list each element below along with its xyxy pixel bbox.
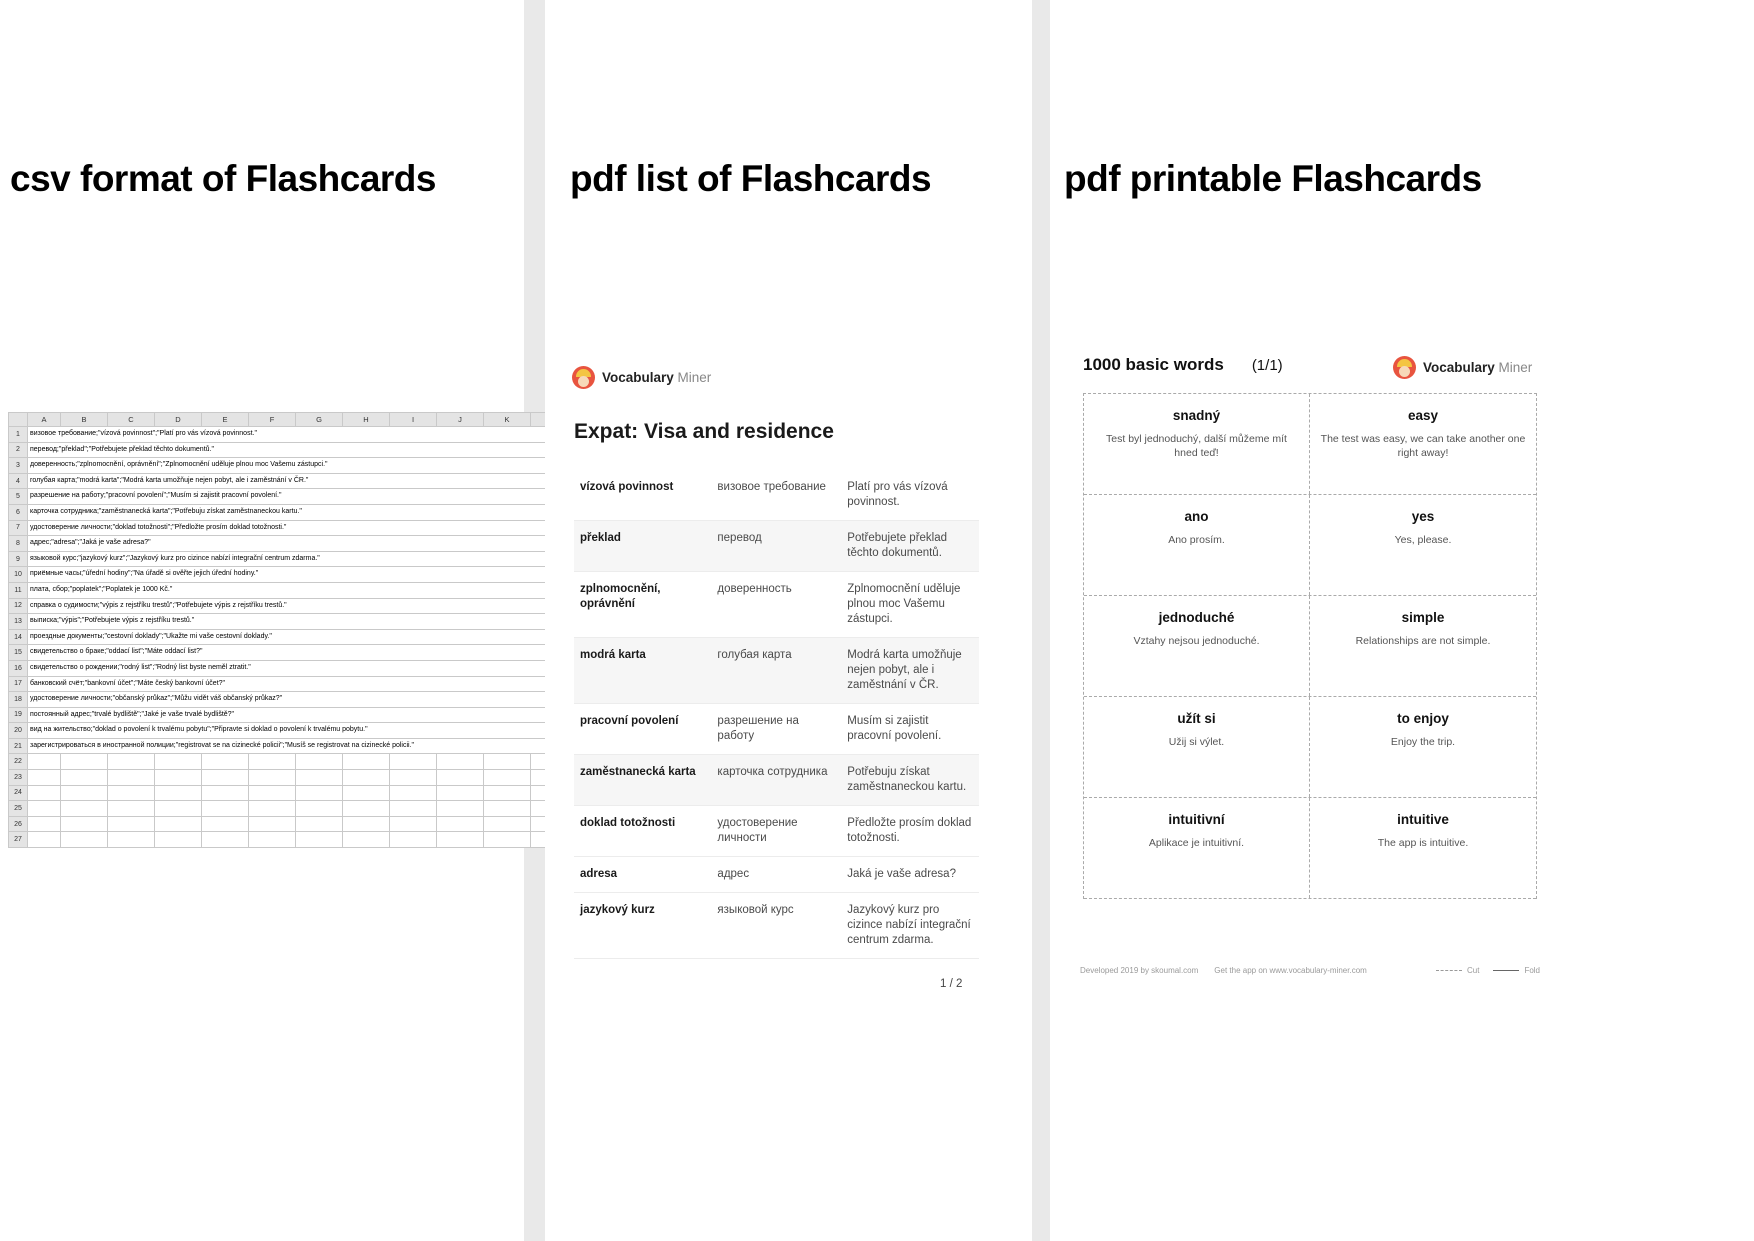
term-ru: адрес [711, 857, 841, 893]
term-example: Musím si zajistit pracovní povolení. [841, 704, 979, 755]
row-header[interactable]: 23 [9, 770, 28, 786]
term-ru: удостоверение личности [711, 806, 841, 857]
panel-csv-title: csv format of Flashcards [10, 158, 436, 199]
row-cell[interactable] [390, 816, 437, 832]
row-cell[interactable] [28, 614, 578, 630]
row-cell[interactable] [249, 832, 296, 848]
flashcard-row [1084, 697, 1536, 798]
table-row[interactable] [9, 504, 578, 520]
table-row [574, 572, 979, 638]
row-cell[interactable] [28, 645, 578, 661]
row-header[interactable]: 19 [9, 707, 28, 723]
row-cell-text: свидетельство о браке;"oddací list";"Máte oddací list?" [30, 648, 203, 656]
row-cell-text: голубая карта;"modrá karta";"Modrá karta umožňuje nejen pobyt, ale i zaměstnání v ČR." [30, 476, 309, 484]
panel-printable-title: pdf printable Flashcards [1064, 158, 1482, 199]
table-row[interactable] [9, 754, 578, 770]
flashcard-term-example: Aplikace je intuitivní. [1148, 837, 1245, 849]
row-cell[interactable] [437, 832, 484, 848]
set-title: 1000 basic words [1083, 355, 1224, 374]
spreadsheet[interactable] [8, 412, 524, 848]
term-cs: jazykový kurz [574, 893, 711, 959]
vocabulary-miner-brand [572, 366, 711, 389]
row-cell[interactable] [61, 832, 108, 848]
row-cell-text: справка о судимости;"výpis z rejstříku trestů";"Potřebujete výpis z rejstříku trestů." [30, 601, 287, 609]
row-cell[interactable] [61, 770, 108, 786]
row-cell[interactable] [28, 567, 578, 583]
table-row[interactable] [9, 660, 578, 676]
flashcard-translation: intuitive [1397, 812, 1449, 827]
term-cs: překlad [574, 521, 711, 572]
row-cell[interactable] [296, 770, 343, 786]
row-cell[interactable] [28, 442, 578, 458]
term-example: Modrá karta umožňuje nejen pobyt, ale i zaměstnání v ČR. [841, 638, 979, 704]
column-header-row [9, 413, 578, 427]
row-cell[interactable] [28, 427, 578, 443]
row-cell[interactable] [28, 801, 61, 817]
row-cell[interactable] [343, 801, 390, 817]
corner-cell[interactable] [9, 413, 28, 427]
row-header[interactable]: 9 [9, 551, 28, 567]
row-cell[interactable] [296, 754, 343, 770]
row-header[interactable]: 1 [9, 427, 28, 443]
row-header[interactable]: 15 [9, 645, 28, 661]
row-cell[interactable] [202, 770, 249, 786]
row-cell-text: вид на жительство;"doklad o povolení k trvalému pobytu";"Připravte si doklad o povolení k trvalému pobytu." [30, 726, 368, 734]
term-cs: modrá karta [574, 638, 711, 704]
row-cell[interactable] [28, 551, 578, 567]
term-cs: vízová povinnost [574, 470, 711, 521]
row-cell[interactable] [28, 629, 578, 645]
table-row[interactable] [9, 816, 578, 832]
term-cs: pracovní povolení [574, 704, 711, 755]
table-row[interactable] [9, 614, 578, 630]
flashcard-back [1310, 596, 1536, 696]
row-header[interactable]: 11 [9, 582, 28, 598]
row-cell[interactable] [61, 785, 108, 801]
flashcard-front [1084, 798, 1310, 898]
table-row[interactable] [9, 832, 578, 848]
row-header[interactable]: 8 [9, 536, 28, 552]
row-cell[interactable] [108, 801, 155, 817]
row-cell[interactable] [202, 816, 249, 832]
row-cell[interactable] [28, 520, 578, 536]
row-cell[interactable] [28, 832, 61, 848]
row-header[interactable]: 12 [9, 598, 28, 614]
row-cell[interactable] [28, 692, 578, 708]
table-row[interactable] [9, 707, 578, 723]
row-header[interactable]: 25 [9, 801, 28, 817]
term-cs: zaměstnanecká karta [574, 755, 711, 806]
table-row [574, 704, 979, 755]
flashcard-front [1084, 697, 1310, 797]
row-cell[interactable] [484, 801, 531, 817]
vocabulary-table [574, 470, 979, 959]
legend-fold [1493, 966, 1540, 975]
row-cell[interactable] [437, 801, 484, 817]
table-row[interactable] [9, 551, 578, 567]
row-cell[interactable] [249, 801, 296, 817]
table-row[interactable] [9, 629, 578, 645]
flashcard-front [1084, 596, 1310, 696]
row-cell[interactable] [28, 816, 61, 832]
table-row[interactable] [9, 785, 578, 801]
flashcard-translation-example: The app is intuitive. [1377, 837, 1469, 849]
term-example: Jazykový kurz pro cizince nabízí integrační centrum zdarma. [841, 893, 979, 959]
flashcard-term-example: Test byl jednoduchý, další můžeme mít hned teď! [1106, 433, 1287, 459]
row-header[interactable]: 2 [9, 442, 28, 458]
row-cell[interactable] [343, 770, 390, 786]
table-row[interactable] [9, 520, 578, 536]
row-cell[interactable] [28, 660, 578, 676]
col-header-f[interactable]: F [249, 413, 296, 427]
row-header[interactable]: 4 [9, 473, 28, 489]
flashcard-back [1310, 495, 1536, 595]
row-cell[interactable] [249, 754, 296, 770]
table-row [574, 470, 979, 521]
table-row [574, 521, 979, 572]
flashcard-back [1310, 798, 1536, 898]
term-ru: перевод [711, 521, 841, 572]
row-header[interactable]: 22 [9, 754, 28, 770]
row-header[interactable]: 6 [9, 504, 28, 520]
row-header[interactable]: 21 [9, 738, 28, 754]
flashcard-row [1084, 495, 1536, 596]
col-header-h[interactable]: H [343, 413, 390, 427]
term-example: Jaká je vaše adresa? [841, 857, 979, 893]
term-ru: карточка сотрудника [711, 755, 841, 806]
flashcard-translation-example: Relationships are not simple. [1355, 635, 1491, 647]
row-cell[interactable] [343, 754, 390, 770]
col-header-c[interactable]: C [108, 413, 155, 427]
term-cs: adresa [574, 857, 711, 893]
col-header-b[interactable]: B [61, 413, 108, 427]
row-cell[interactable] [202, 832, 249, 848]
flashcard-row [1084, 596, 1536, 697]
legend-fold-label: Fold [1524, 966, 1540, 975]
table-row [574, 857, 979, 893]
row-cell[interactable] [202, 754, 249, 770]
term-ru: языковой курс [711, 893, 841, 959]
flashcard-translation-example: Yes, please. [1394, 534, 1452, 546]
row-cell[interactable] [484, 770, 531, 786]
brand-suffix: Miner [1498, 360, 1533, 375]
flashcard-term: užít si [1177, 711, 1216, 726]
row-cell[interactable] [296, 816, 343, 832]
flashcard-row [1084, 798, 1536, 899]
col-header-k[interactable]: K [484, 413, 531, 427]
term-example: Předložte prosím doklad totožnosti. [841, 806, 979, 857]
table-row [574, 638, 979, 704]
row-cell[interactable] [28, 458, 578, 474]
brand-name: Vocabulary [1423, 360, 1495, 375]
vocabulary-miner-logo-icon [572, 366, 595, 389]
row-header[interactable]: 17 [9, 676, 28, 692]
table-row[interactable] [9, 489, 578, 505]
flashcards-sheet [1083, 393, 1537, 899]
spreadsheet-grid[interactable] [8, 412, 578, 848]
row-cell-text: визовое требование;"vízová povinnost";"Platí pro vás vízová povinnost." [30, 430, 257, 437]
panel-pdf-list-title: pdf list of Flashcards [570, 158, 932, 199]
row-cell[interactable] [108, 832, 155, 848]
row-cell[interactable] [249, 785, 296, 801]
brand-suffix: Miner [677, 370, 712, 385]
row-cell[interactable] [28, 582, 578, 598]
table-row [574, 806, 979, 857]
row-cell-text: банковский счёт;"bankovní účet";"Máte český bankovní účet?" [30, 679, 226, 687]
row-cell[interactable] [155, 785, 202, 801]
row-cell[interactable] [343, 816, 390, 832]
flashcard-translation-example: Enjoy the trip. [1390, 736, 1456, 748]
row-cell[interactable] [390, 801, 437, 817]
term-ru: визовое требование [711, 470, 841, 521]
row-cell[interactable] [155, 816, 202, 832]
vocabulary-miner-logo-icon [1393, 356, 1416, 379]
col-header-j[interactable]: J [437, 413, 484, 427]
row-cell[interactable] [28, 676, 578, 692]
row-cell[interactable] [28, 754, 61, 770]
row-cell[interactable] [61, 754, 108, 770]
row-cell[interactable] [155, 801, 202, 817]
table-row[interactable] [9, 442, 578, 458]
row-cell[interactable] [296, 785, 343, 801]
flashcard-translation-example: The test was easy, we can take another one right away! [1320, 433, 1526, 459]
flashcard-back [1310, 394, 1536, 494]
row-cell[interactable] [28, 598, 578, 614]
brand-text [602, 370, 711, 385]
brand-text [1423, 360, 1532, 375]
flashcard-translation: easy [1407, 408, 1439, 423]
row-cell[interactable] [155, 832, 202, 848]
table-row[interactable] [9, 458, 578, 474]
row-cell[interactable] [28, 489, 578, 505]
row-cell[interactable] [202, 785, 249, 801]
term-example: Potřebuju získat zaměstnaneckou kartu. [841, 755, 979, 806]
flashcard-front [1084, 495, 1310, 595]
flashcard-translation: to enjoy [1397, 711, 1449, 726]
row-cell[interactable] [437, 816, 484, 832]
flashcard-front [1084, 394, 1310, 494]
row-cell-text: доверенность;"zplnomocnění, oprávnění";"Zplnomocnění uděluje plnou moc Vašemu zástupci." [30, 461, 328, 469]
row-cell[interactable] [437, 754, 484, 770]
row-header[interactable]: 10 [9, 567, 28, 583]
flashcard-term: ano [1184, 509, 1209, 524]
col-header-e[interactable]: E [202, 413, 249, 427]
table-row[interactable] [9, 427, 578, 443]
printable-footer [1080, 966, 1540, 975]
term-example: Potřebujete překlad těchto dokumentů. [841, 521, 979, 572]
row-cell-text: плата, сбор;"poplatek";"Poplatek je 1000 Kč." [30, 585, 173, 593]
row-cell-text: удостоверение личности;"občanský průkaz";"Můžu vidět váš občanský průkaz?" [30, 695, 283, 703]
brand-name: Vocabulary [602, 370, 674, 385]
row-header[interactable]: 7 [9, 520, 28, 536]
row-cell[interactable] [484, 754, 531, 770]
legend-cut-label: Cut [1466, 966, 1480, 975]
row-cell[interactable] [28, 707, 578, 723]
vocabulary-miner-brand-print [1393, 356, 1532, 379]
row-cell-text: адрес;"adresa";"Jaká je vaše adresa?" [30, 539, 151, 547]
footer-getapp: Get the app on www.vocabulary-miner.com [1214, 966, 1367, 975]
row-cell[interactable] [155, 754, 202, 770]
flashcard-term: snadný [1172, 408, 1221, 423]
row-cell-text: разрешение на работу;"pracovní povolení";"Musím si zajistit pracovní povolení." [30, 492, 282, 500]
row-cell[interactable] [108, 770, 155, 786]
row-cell[interactable] [249, 770, 296, 786]
row-cell-text: постоянный адрес;"trvalé bydliště";"Jaké je vaše trvalé bydliště?" [30, 710, 235, 718]
term-cs: zplnomocnění, oprávnění [574, 572, 711, 638]
table-row[interactable] [9, 770, 578, 786]
flashcard-translation: simple [1401, 610, 1445, 625]
row-cell[interactable] [155, 770, 202, 786]
dashed-line-icon [1436, 970, 1462, 971]
row-cell[interactable] [28, 504, 578, 520]
row-cell[interactable] [28, 473, 578, 489]
flashcard-translation: yes [1411, 509, 1435, 524]
table-row[interactable] [9, 676, 578, 692]
row-cell[interactable] [108, 754, 155, 770]
row-cell-text: зарегистрироваться в иностранной полиции;"registrovat se na cizinecké policii";"Musíš se registrovat na cizinecké policii." [30, 741, 415, 749]
row-cell[interactable] [390, 770, 437, 786]
table-row[interactable] [9, 567, 578, 583]
row-cell[interactable] [484, 832, 531, 848]
row-cell[interactable] [343, 785, 390, 801]
row-cell-text: удостоверение личности;"doklad totožnosti";"Předložte prosím doklad totožnosti." [30, 523, 287, 531]
row-header[interactable]: 20 [9, 723, 28, 739]
table-row[interactable] [9, 645, 578, 661]
row-cell-text: выписка;"výpis";"Potřebujete výpis z rejstříku trestů." [30, 617, 195, 625]
row-cell[interactable] [249, 816, 296, 832]
row-cell[interactable] [61, 801, 108, 817]
row-cell[interactable] [296, 801, 343, 817]
table-row[interactable] [9, 473, 578, 489]
row-cell-text: приёмные часы;"úřední hodiny";"Na úřadě si ověřte jejich úřední hodiny." [30, 570, 259, 578]
row-cell[interactable] [484, 785, 531, 801]
table-row[interactable] [9, 692, 578, 708]
term-cs: doklad totožnosti [574, 806, 711, 857]
flashcard-term: jednoduché [1158, 610, 1235, 625]
col-header-i[interactable]: I [390, 413, 437, 427]
table-row[interactable] [9, 582, 578, 598]
row-cell[interactable] [390, 785, 437, 801]
table-row [574, 893, 979, 959]
row-cell[interactable] [484, 816, 531, 832]
row-cell[interactable] [390, 754, 437, 770]
flashcard-row [1084, 394, 1536, 495]
document-title: Expat: Visa and residence [574, 420, 834, 443]
row-cell[interactable] [28, 785, 61, 801]
row-header[interactable]: 24 [9, 785, 28, 801]
row-cell[interactable] [296, 832, 343, 848]
row-header[interactable]: 16 [9, 660, 28, 676]
flashcard-term-example: Užij si výlet. [1168, 736, 1225, 748]
flashcard-term-example: Vztahy nejsou jednoduché. [1133, 635, 1260, 647]
flashcard-term: intuitivní [1168, 812, 1225, 827]
term-example: Platí pro vás vízová povinnost. [841, 470, 979, 521]
row-cell-text: карточка сотрудника;"zaměstnanecká karta";"Potřebuju získat zaměstnaneckou kartu." [30, 507, 302, 515]
row-cell[interactable] [28, 723, 578, 739]
row-cell[interactable] [28, 738, 578, 754]
page-number: 1 / 2 [940, 978, 963, 990]
row-cell[interactable] [61, 816, 108, 832]
table-row[interactable] [9, 738, 578, 754]
row-cell[interactable] [108, 816, 155, 832]
row-cell[interactable] [390, 832, 437, 848]
term-example: Zplnomocnění uděluje plnou moc Vašemu zástupci. [841, 572, 979, 638]
flashcard-term-example: Ano prosím. [1168, 534, 1225, 546]
table-row[interactable] [9, 598, 578, 614]
row-header[interactable]: 3 [9, 458, 28, 474]
term-ru: голубая карта [711, 638, 841, 704]
row-cell[interactable] [437, 785, 484, 801]
term-ru: доверенность [711, 572, 841, 638]
table-row[interactable] [9, 536, 578, 552]
row-cell-text: языковой курс;"jazykový kurz";"Jazykový kurz pro cizince nabízí integrační centrum zdarma." [30, 554, 320, 562]
row-cell[interactable] [343, 832, 390, 848]
row-cell[interactable] [437, 770, 484, 786]
row-cell-text: проездные документы;"cestovní doklady";"Ukažte mi vaše cestovní doklady." [30, 632, 272, 640]
printable-header [1083, 355, 1283, 375]
col-header-d[interactable]: D [155, 413, 202, 427]
set-count: (1/1) [1251, 356, 1283, 374]
solid-line-icon [1493, 970, 1519, 971]
flashcard-back [1310, 697, 1536, 797]
table-row[interactable] [9, 723, 578, 739]
row-header[interactable]: 18 [9, 692, 28, 708]
row-cell-text: свидетельство о рождении;"rodný list";"Rodný list byste neměl ztratit." [30, 663, 251, 671]
row-cell[interactable] [28, 770, 61, 786]
row-header[interactable]: 14 [9, 629, 28, 645]
row-header[interactable]: 5 [9, 489, 28, 505]
row-header[interactable]: 26 [9, 816, 28, 832]
table-row [574, 755, 979, 806]
row-header[interactable]: 27 [9, 832, 28, 848]
row-cell[interactable] [28, 536, 578, 552]
col-header-a[interactable]: A [28, 413, 61, 427]
table-row[interactable] [9, 801, 578, 817]
col-header-g[interactable]: G [296, 413, 343, 427]
row-header[interactable]: 13 [9, 614, 28, 630]
term-ru: разрешение на работу [711, 704, 841, 755]
row-cell[interactable] [202, 801, 249, 817]
row-cell[interactable] [108, 785, 155, 801]
footer-developed: Developed 2019 by skoumal.com [1080, 966, 1199, 975]
legend-cut [1436, 966, 1479, 975]
row-cell-text: перевод;"překlad";"Potřebujete překlad těchto dokumentů." [30, 445, 214, 453]
